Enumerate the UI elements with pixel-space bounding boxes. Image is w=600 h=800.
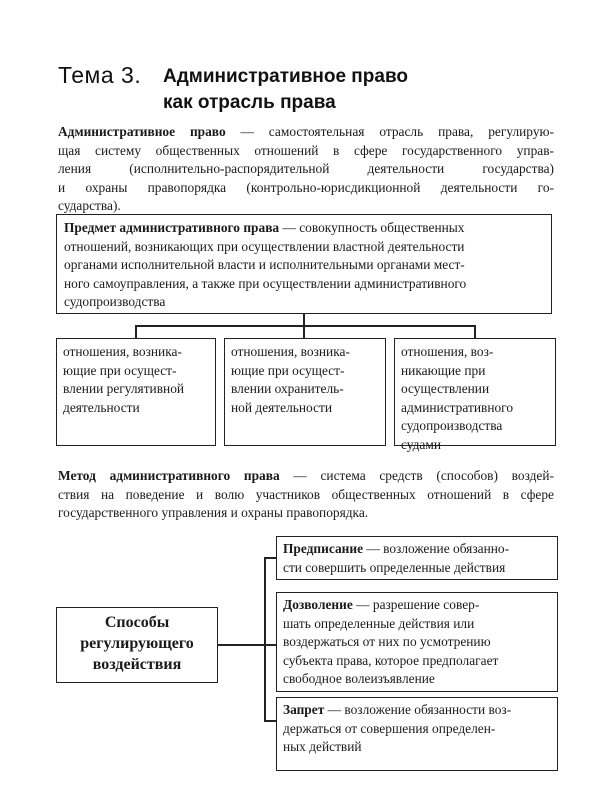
method-term: Метод административного права: [58, 468, 280, 483]
way-line: Дозволение — разрешение совер-: [283, 597, 480, 612]
connector-line: [264, 644, 276, 646]
method-line: ствия на поведение и волю участников общественных отношений в сфере: [58, 486, 554, 502]
way-box-permission: [276, 592, 558, 692]
relation-line: деятельности: [63, 399, 140, 415]
relation-line: ющие при осущест-: [63, 362, 177, 378]
subject-line: отношений, возникающих при осуществлении властной деятельности: [64, 238, 465, 254]
way-term: Запрет: [283, 702, 325, 717]
way-line: держаться от совершения определен-: [283, 720, 496, 736]
relation-line: никающие при: [401, 362, 486, 378]
methods-line: Способы: [104, 614, 170, 631]
connector-line: [264, 557, 266, 720]
topic-title-line: как отрасль права: [163, 92, 336, 113]
connector-line: [135, 325, 137, 339]
way-line: сти совершить определенные действия: [283, 559, 506, 575]
definition-line: и охраны правопорядка (контрольно-юрисдикционной деятельности го-: [58, 179, 554, 195]
subject-line: Предмет административного права — совокупность общественных: [64, 220, 465, 235]
subject-line: органами исполнительной власти и исполнительными органами мест-: [64, 257, 465, 272]
definition-line: сударства).: [58, 198, 121, 213]
relation-line: осуществлении: [401, 381, 490, 396]
method-line: государственного управления и охраны правопорядка.: [58, 505, 369, 520]
methods-line: воздействия: [92, 656, 182, 673]
subject-term: Предмет административного права: [64, 220, 280, 235]
method-line: Метод административного права — система средств (способов) воздей-: [58, 468, 554, 483]
definition-line: щая систему общественных отношений в сфере государственного управ-: [58, 142, 554, 158]
relation-box-judicial: [394, 338, 556, 452]
way-line: ных действий: [283, 739, 362, 754]
way-term: Дозволение: [283, 597, 353, 612]
relation-line: влении регулятивной: [63, 381, 185, 396]
relation-box-protective: [224, 338, 386, 446]
method-paragraph: [58, 467, 554, 523]
way-line: Предписание — возложение обязанно-: [283, 541, 510, 556]
way-box-prohibition: [276, 697, 558, 771]
relation-line: ющие при осущест-: [231, 362, 345, 378]
way-line: шать определенные действия или: [283, 615, 475, 631]
connector-line: [135, 325, 475, 327]
relation-line: влении охранитель-: [231, 381, 344, 396]
topic-title: [163, 64, 408, 116]
definition-line: Административное право — самостоятельная отрасль права, регулирую-: [58, 124, 554, 139]
topic-title-line: Административное право: [163, 66, 408, 87]
way-box-prescription: [276, 536, 558, 580]
subject-line: ного самоуправления, а также при осуществлении административного: [64, 275, 467, 291]
way-term: Предписание: [283, 541, 364, 556]
relation-line: отношения, воз-: [401, 344, 494, 359]
connector-line: [218, 644, 264, 646]
relation-box-regulatory: [56, 338, 216, 446]
methods-box: [56, 607, 218, 683]
connector-line: [264, 720, 276, 722]
way-line: Запрет — возложение обязанности воз-: [283, 702, 512, 717]
definition-term: Административное право: [58, 124, 226, 139]
definition-line: ления (исполнительно-распорядительной деятельности государства): [58, 161, 554, 176]
way-line: свободное волеизъявление: [283, 671, 435, 686]
connector-line: [264, 557, 276, 559]
subject-line: судопроизводства: [64, 294, 166, 309]
relation-line: судопроизводства: [401, 418, 503, 433]
relation-line: административного: [401, 399, 514, 415]
relation-line: отношения, возника-: [231, 344, 350, 359]
way-line: субъекта права, которое предполагает: [283, 652, 499, 668]
topic-number: Тема 3.: [58, 62, 142, 88]
relation-line: отношения, возника-: [63, 344, 182, 359]
relation-line: ной деятельности: [231, 399, 333, 415]
subject-box: [56, 214, 552, 314]
definition-paragraph: [58, 123, 554, 216]
methods-line: регулирующего: [80, 635, 194, 652]
connector-line: [303, 325, 305, 339]
connector-line: [474, 325, 476, 339]
relation-line: судами: [401, 436, 442, 452]
way-line: воздержаться от них по усмотрению: [283, 634, 491, 649]
